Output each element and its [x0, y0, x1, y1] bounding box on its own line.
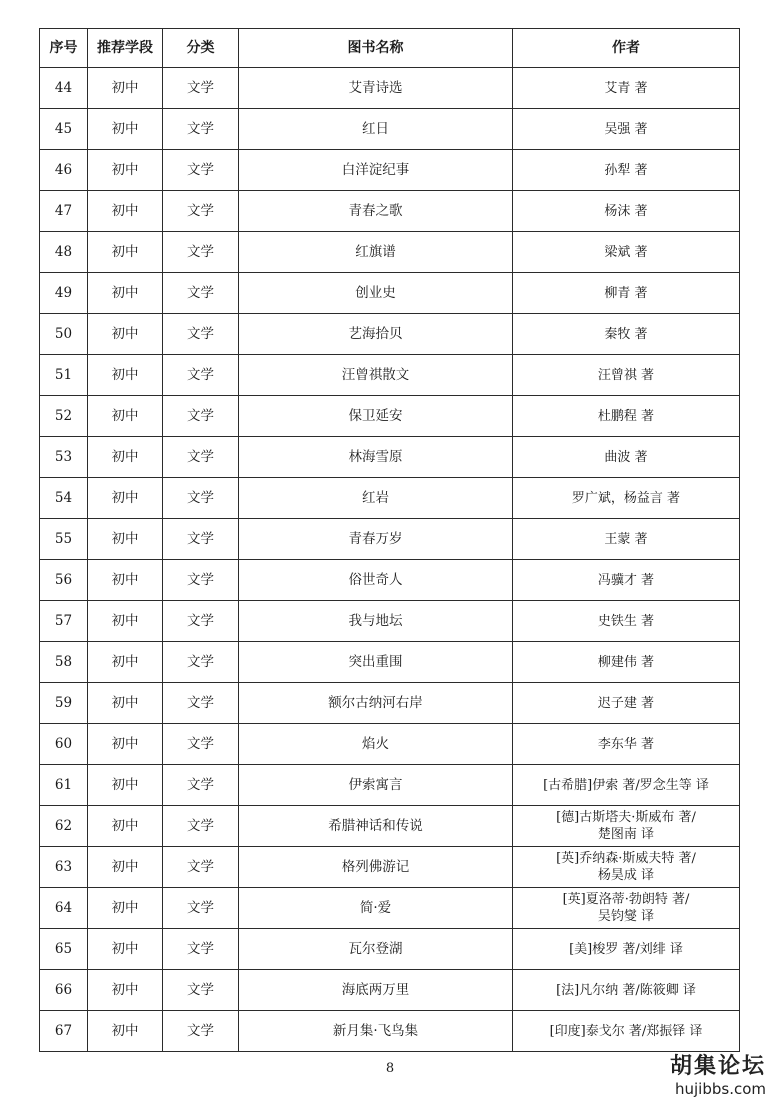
cell-number: 63	[40, 847, 88, 888]
author-line: 杨昊成 译	[597, 868, 655, 883]
cell-title: 红旗谱	[239, 232, 513, 273]
cell-stage: 初中	[88, 642, 163, 683]
cell-title: 艾青诗选	[239, 68, 513, 109]
table-row	[40, 191, 740, 232]
cell-title: 伊索寓言	[239, 765, 513, 806]
author-line: 杜鹏程 著	[597, 408, 655, 424]
cell-title: 格列佛游记	[239, 847, 513, 888]
author-line: [英]夏洛蒂·勃朗特 著/	[562, 892, 690, 907]
cell-author	[513, 724, 740, 765]
cell-author	[513, 314, 740, 355]
cell-number: 58	[40, 642, 88, 683]
watermark-url: hujibbs.com	[674, 1080, 766, 1098]
table-row	[40, 519, 740, 560]
table-row	[40, 273, 740, 314]
cell-number: 46	[40, 150, 88, 191]
book-list-table	[39, 28, 740, 1052]
cell-author	[513, 191, 740, 232]
cell-title: 俗世奇人	[239, 560, 513, 601]
author-line: 曲波 著	[604, 449, 648, 465]
cell-category: 文学	[163, 314, 239, 355]
cell-stage: 初中	[88, 437, 163, 478]
cell-title: 红日	[239, 109, 513, 150]
author-line: 吴钧燮 译	[597, 909, 655, 924]
cell-title: 瓦尔登湖	[239, 929, 513, 970]
cell-number: 55	[40, 519, 88, 560]
header-title: 图书名称	[239, 29, 513, 68]
cell-author	[513, 683, 740, 724]
site-watermark	[670, 1054, 766, 1098]
author-line: 楚图南 译	[597, 827, 655, 842]
table-row	[40, 68, 740, 109]
author-line: 杨沫 著	[604, 203, 648, 219]
table-row	[40, 355, 740, 396]
cell-title: 我与地坛	[239, 601, 513, 642]
cell-stage: 初中	[88, 724, 163, 765]
cell-stage: 初中	[88, 232, 163, 273]
cell-stage: 初中	[88, 478, 163, 519]
author-line: 吴强 著	[604, 121, 648, 137]
cell-stage: 初中	[88, 68, 163, 109]
cell-category: 文学	[163, 68, 239, 109]
cell-title: 希腊神话和传说	[239, 806, 513, 847]
cell-number: 54	[40, 478, 88, 519]
cell-category: 文学	[163, 519, 239, 560]
table-row	[40, 150, 740, 191]
cell-stage: 初中	[88, 929, 163, 970]
cell-number: 49	[40, 273, 88, 314]
cell-stage: 初中	[88, 396, 163, 437]
cell-title: 白洋淀纪事	[239, 150, 513, 191]
cell-stage: 初中	[88, 970, 163, 1011]
cell-category: 文学	[163, 560, 239, 601]
cell-number: 52	[40, 396, 88, 437]
cell-number: 61	[40, 765, 88, 806]
cell-category: 文学	[163, 929, 239, 970]
cell-stage: 初中	[88, 273, 163, 314]
cell-stage: 初中	[88, 150, 163, 191]
cell-author	[513, 929, 740, 970]
cell-number: 45	[40, 109, 88, 150]
table-row	[40, 1011, 740, 1052]
cell-category: 文学	[163, 847, 239, 888]
table-row	[40, 888, 740, 929]
cell-number: 53	[40, 437, 88, 478]
table-row	[40, 314, 740, 355]
cell-author	[513, 519, 740, 560]
cell-author	[513, 355, 740, 396]
cell-title: 焰火	[239, 724, 513, 765]
cell-author	[513, 109, 740, 150]
cell-author	[513, 970, 740, 1011]
author-line: 史铁生 著	[597, 613, 655, 629]
table-row	[40, 847, 740, 888]
author-line: [法]凡尔纳 著/陈筱卿 译	[556, 982, 696, 998]
cell-stage: 初中	[88, 847, 163, 888]
cell-author	[513, 68, 740, 109]
author-line: [印度]泰戈尔 著/郑振铎 译	[549, 1023, 703, 1039]
cell-number: 62	[40, 806, 88, 847]
author-line: 梁斌 著	[604, 244, 648, 260]
cell-title: 海底两万里	[239, 970, 513, 1011]
header-stage: 推荐学段	[88, 29, 163, 68]
cell-author	[513, 806, 740, 847]
cell-stage: 初中	[88, 888, 163, 929]
table-row	[40, 437, 740, 478]
cell-category: 文学	[163, 806, 239, 847]
table-row	[40, 560, 740, 601]
table-row	[40, 396, 740, 437]
author-line: 汪曾祺 著	[597, 367, 655, 383]
table-row	[40, 724, 740, 765]
cell-number: 66	[40, 970, 88, 1011]
author-line: 王蒙 著	[604, 531, 648, 547]
cell-author	[513, 642, 740, 683]
header-number: 序号	[40, 29, 88, 68]
cell-author	[513, 396, 740, 437]
cell-author	[513, 437, 740, 478]
cell-title: 红岩	[239, 478, 513, 519]
author-line: 孙犁 著	[604, 162, 648, 178]
cell-category: 文学	[163, 109, 239, 150]
cell-number: 59	[40, 683, 88, 724]
cell-number: 56	[40, 560, 88, 601]
author-line: 李东华 著	[597, 736, 655, 752]
cell-title: 额尔古纳河右岸	[239, 683, 513, 724]
cell-category: 文学	[163, 232, 239, 273]
cell-title: 突出重围	[239, 642, 513, 683]
cell-stage: 初中	[88, 683, 163, 724]
cell-title: 新月集·飞鸟集	[239, 1011, 513, 1052]
cell-title: 简·爱	[239, 888, 513, 929]
table-row	[40, 806, 740, 847]
cell-stage: 初中	[88, 806, 163, 847]
cell-title: 艺海拾贝	[239, 314, 513, 355]
cell-title: 青春之歌	[239, 191, 513, 232]
cell-stage: 初中	[88, 191, 163, 232]
cell-author	[513, 150, 740, 191]
cell-number: 44	[40, 68, 88, 109]
header-category: 分类	[163, 29, 239, 68]
author-line: [美]梭罗 著/刘绯 译	[569, 941, 683, 957]
cell-category: 文学	[163, 970, 239, 1011]
table-row	[40, 970, 740, 1011]
cell-number: 47	[40, 191, 88, 232]
header-author: 作者	[513, 29, 740, 68]
author-line: [英]乔纳森·斯威夫特 著/	[556, 851, 696, 866]
author-line: 柳建伟 著	[597, 654, 655, 670]
table-body	[40, 68, 740, 1052]
table-row	[40, 642, 740, 683]
cell-category: 文学	[163, 191, 239, 232]
cell-author	[513, 847, 740, 888]
author-line: 迟子建 著	[597, 695, 655, 711]
cell-number: 67	[40, 1011, 88, 1052]
cell-category: 文学	[163, 396, 239, 437]
cell-category: 文学	[163, 642, 239, 683]
cell-category: 文学	[163, 478, 239, 519]
table-row	[40, 765, 740, 806]
author-line: 柳青 著	[604, 285, 648, 301]
cell-category: 文学	[163, 724, 239, 765]
cell-author	[513, 601, 740, 642]
cell-title: 保卫延安	[239, 396, 513, 437]
cell-title: 汪曾祺散文	[239, 355, 513, 396]
cell-stage: 初中	[88, 314, 163, 355]
table-row	[40, 232, 740, 273]
cell-number: 51	[40, 355, 88, 396]
cell-category: 文学	[163, 601, 239, 642]
cell-category: 文学	[163, 888, 239, 929]
cell-title: 青春万岁	[239, 519, 513, 560]
cell-author	[513, 1011, 740, 1052]
cell-author	[513, 478, 740, 519]
cell-stage: 初中	[88, 765, 163, 806]
table-header-row	[40, 29, 740, 68]
cell-category: 文学	[163, 355, 239, 396]
table-row	[40, 683, 740, 724]
table-row	[40, 109, 740, 150]
cell-stage: 初中	[88, 1011, 163, 1052]
cell-title: 林海雪原	[239, 437, 513, 478]
author-line: [德]古斯塔夫·斯威布 著/	[556, 810, 696, 825]
cell-author	[513, 765, 740, 806]
author-line: 罗广斌，杨益言 著	[571, 490, 681, 506]
page-number: 8	[385, 1061, 395, 1076]
cell-category: 文学	[163, 765, 239, 806]
cell-author	[513, 560, 740, 601]
cell-category: 文学	[163, 1011, 239, 1052]
cell-number: 50	[40, 314, 88, 355]
cell-category: 文学	[163, 150, 239, 191]
cell-number: 65	[40, 929, 88, 970]
table-row	[40, 478, 740, 519]
cell-stage: 初中	[88, 519, 163, 560]
cell-category: 文学	[163, 273, 239, 314]
cell-title: 创业史	[239, 273, 513, 314]
cell-number: 60	[40, 724, 88, 765]
cell-author	[513, 273, 740, 314]
author-line: [古希腊]伊索 著/罗念生等 译	[543, 777, 709, 793]
cell-stage: 初中	[88, 601, 163, 642]
cell-category: 文学	[163, 683, 239, 724]
cell-author	[513, 232, 740, 273]
cell-stage: 初中	[88, 355, 163, 396]
watermark-site-name: 胡集论坛	[669, 1054, 766, 1079]
author-line: 艾青 著	[604, 80, 648, 96]
table-row	[40, 929, 740, 970]
cell-number: 64	[40, 888, 88, 929]
author-line: 冯骥才 著	[597, 572, 655, 588]
cell-author	[513, 888, 740, 929]
cell-number: 48	[40, 232, 88, 273]
cell-stage: 初中	[88, 109, 163, 150]
cell-stage: 初中	[88, 560, 163, 601]
author-line: 秦牧 著	[604, 326, 648, 342]
cell-category: 文学	[163, 437, 239, 478]
cell-number: 57	[40, 601, 88, 642]
table-row	[40, 601, 740, 642]
